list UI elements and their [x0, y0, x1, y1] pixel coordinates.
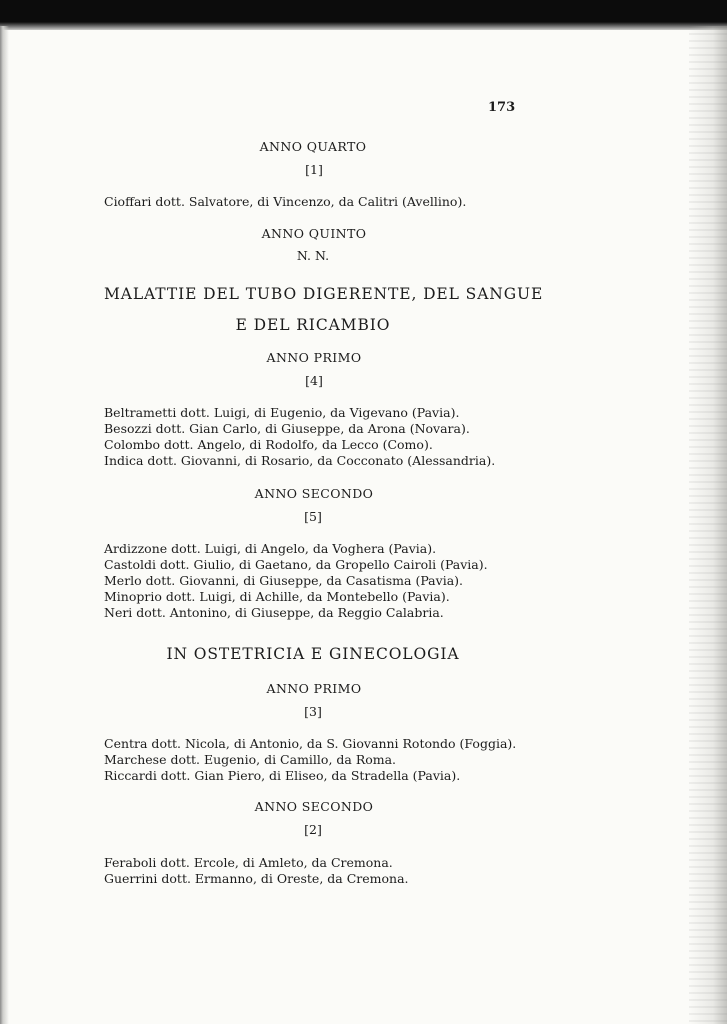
section-title-malattie-line2: E DEL RICAMBIO — [235, 316, 391, 334]
count-malattie-secondo: [5] — [304, 509, 322, 524]
entry-ardizzone: Ardizzone dott. Luigi, di Angelo, da Voghera (Pavia). — [104, 541, 437, 556]
entry-marchese: Marchese dott. Eugenio, di Camillo, da Roma. — [104, 752, 397, 767]
scan-left-edge — [0, 26, 9, 1024]
section-title-ostetricia: IN OSTETRICIA E GINECOLOGIA — [166, 645, 460, 663]
entry-guerrini: Guerrini dott. Ermanno, di Oreste, da Cremona. — [104, 871, 409, 886]
scan-top-shadow — [0, 0, 727, 30]
scan-right-edge — [689, 26, 727, 1024]
count-ostetricia-secondo: [2] — [304, 822, 322, 837]
count-ostetricia-primo: [3] — [304, 704, 322, 719]
entry-centra: Centra dott. Nicola, di Antonio, da S. Giovanni Rotondo (Foggia). — [104, 736, 517, 751]
entry-cioffari: Cioffari dott. Salvatore, di Vincenzo, da Calitri (Avellino). — [104, 194, 467, 209]
entry-besozzi: Besozzi dott. Gian Carlo, di Giuseppe, da Arona (Novara). — [104, 421, 470, 436]
count-anno-quarto: [1] — [305, 162, 323, 177]
year-heading-anno-quarto: ANNO QUARTO — [259, 139, 367, 154]
entry-merlo: Merlo dott. Giovanni, di Giuseppe, da Casatisma (Pavia). — [104, 573, 463, 588]
entry-beltrametti: Beltrametti dott. Luigi, di Eugenio, da Vigevano (Pavia). — [104, 405, 460, 420]
entry-castoldi: Castoldi dott. Giulio, di Gaetano, da Gropello Cairoli (Pavia). — [104, 557, 488, 572]
count-malattie-primo: [4] — [305, 373, 323, 388]
section-title-malattie-line1: MALATTIE DEL TUBO DIGERENTE, DEL SANGUE — [104, 285, 544, 303]
entry-indica: Indica dott. Giovanni, di Rosario, da Cocconato (Alessandria). — [104, 453, 496, 468]
year-heading-anno-quinto: ANNO QUINTO — [261, 226, 367, 241]
entry-neri: Neri dott. Antonino, di Giuseppe, da Reggio Calabria. — [104, 605, 444, 620]
entry-minoprio: Minoprio dott. Luigi, di Achille, da Montebello (Pavia). — [104, 589, 450, 604]
year-heading-ostetricia-secondo: ANNO SECONDO — [254, 799, 374, 814]
year-heading-malattie-secondo: ANNO SECONDO — [254, 486, 374, 501]
entry-colombo: Colombo dott. Angelo, di Rodolfo, da Lecco (Como). — [104, 437, 433, 452]
count-anno-quinto: N. N. — [296, 248, 330, 263]
year-heading-ostetricia-primo: ANNO PRIMO — [266, 681, 362, 696]
entry-riccardi: Riccardi dott. Gian Piero, di Eliseo, da Stradella (Pavia). — [104, 768, 461, 783]
year-heading-malattie-primo: ANNO PRIMO — [266, 350, 362, 365]
entry-feraboli: Feraboli dott. Ercole, di Amleto, da Cremona. — [104, 855, 393, 870]
page-number: 173 — [488, 100, 516, 115]
